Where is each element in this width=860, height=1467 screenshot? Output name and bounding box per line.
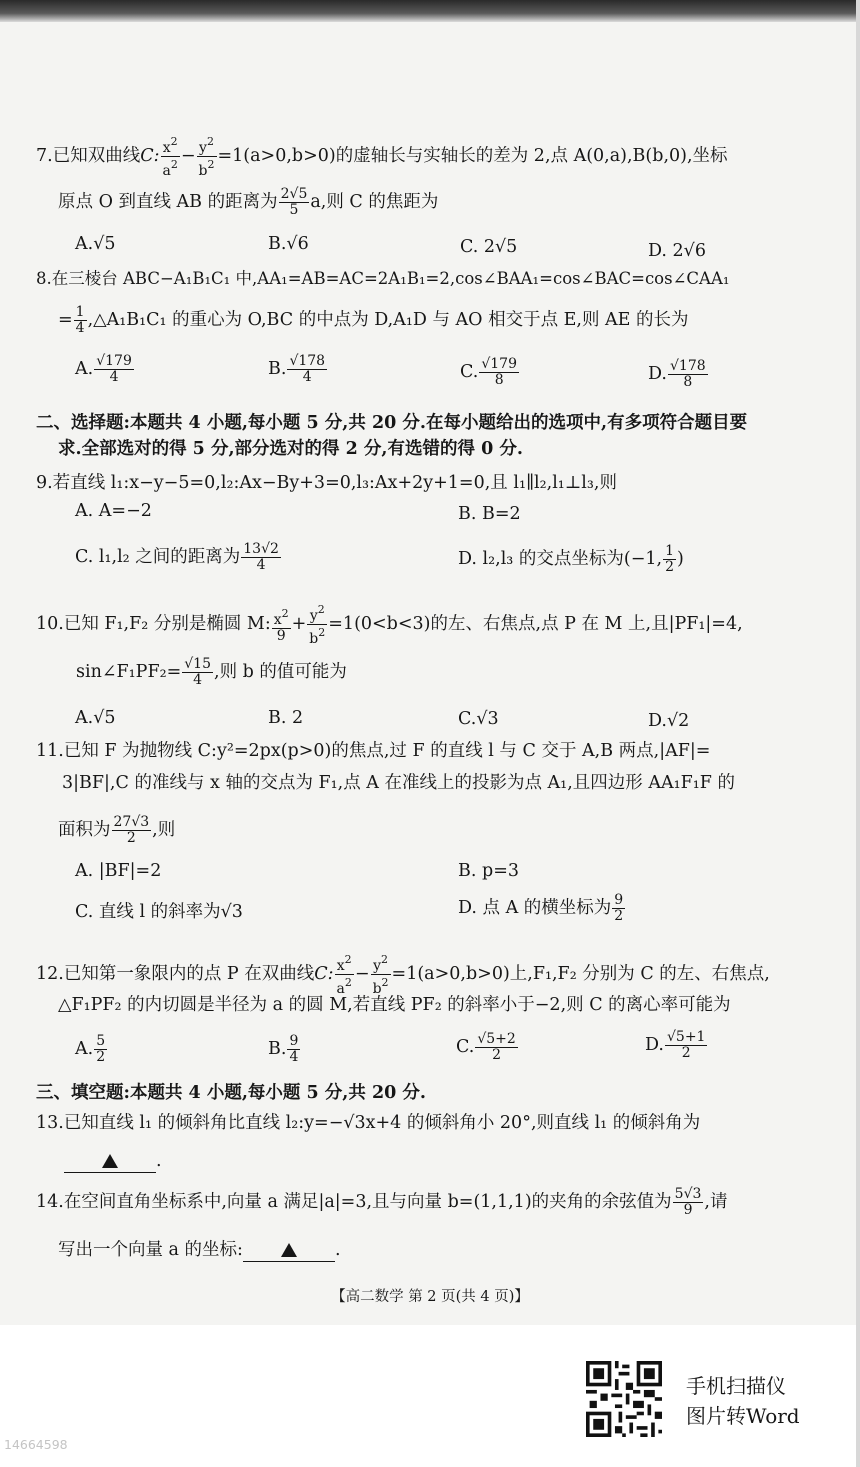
q12-line2: △F₁PF₂ 的内切圆是半径为 a 的圆 M,若直线 PF₂ 的斜率小于−2,则 C 的离心率可能为 <box>58 995 731 1015</box>
q7-option-b: B.√6 <box>268 234 309 254</box>
q8-option-b: B. $\frac{√178}{4}$ <box>268 353 326 385</box>
q8-option-d: D. $\frac{√178}{8}$ <box>648 358 706 390</box>
q9-option-b: B. B=2 <box>458 504 521 524</box>
q13-answer-blank <box>64 1152 156 1173</box>
q11-line1: 11.已知 F 为抛物线 C:y²=2px(p>0)的焦点,过 F 的直线 l 与 C 交于 A,B 两点,|AF|= <box>36 741 711 761</box>
q12-option-d: D. $\frac{√5+1}{2}$ <box>645 1029 706 1061</box>
q11-option-d: D. 点 A 的横坐标为 $\frac{9}{2}$ <box>458 892 624 924</box>
q7-option-a: A.√5 <box>75 234 116 254</box>
q7-option-c: C. 2√5 <box>460 237 518 257</box>
section2-heading-line2: 求.全部选对的得 5 分,部分选对的得 2 分,有选错的得 0 分. <box>58 439 523 459</box>
qr-code <box>586 1361 662 1437</box>
brand-line1: 手机扫描仪 <box>686 1374 786 1398</box>
q10-line2: sin∠F₁PF₂= $\frac{√15}{4}$ ,则 b 的值可能为 <box>76 656 347 688</box>
section3-heading: 三、填空题:本题共 4 小题,每小题 5 分,共 20 分. <box>36 1083 426 1103</box>
watermark-id: 14664598 <box>4 1437 68 1452</box>
q12-option-a: A. $\frac{5}{2}$ <box>75 1033 106 1065</box>
q7-line2: 原点 O 到直线 AB 的距离为 $\frac{2√5}{5}$ a,则 C 的焦距为 <box>58 186 439 218</box>
q12-line1: 12.已知第一象限内的点 P 在双曲线C: $\frac{x^2}{a^2}$ − $\frac{y^2}{b^2}$ =1(a>0,b>0)上,F₁,F₂ 分别为 C 的左、右焦点, <box>36 953 770 997</box>
q14-line2: 写出一个向量 a 的坐标: . <box>58 1240 341 1260</box>
q8-line1: 8.在三棱台 ABC−A₁B₁C₁ 中,AA₁=AB=AC=2A₁B₁=2,cos∠BAA₁=cos∠BAC=cos∠CAA₁ <box>36 269 730 288</box>
q8-line2: = $\frac{1}{4}$ ,△A₁B₁C₁ 的重心为 O,BC 的中点为 D,A₁D 与 AO 相交于点 E,则 AE 的长为 <box>58 304 689 336</box>
q8-option-a: A. $\frac{√179}{4}$ <box>75 353 132 385</box>
q8-cos-fraction: $\frac{1}{4}$ <box>75 304 85 336</box>
q7-distance-fraction: $\frac{2√5}{5}$ <box>280 186 308 218</box>
q10-option-a: A.√5 <box>75 708 116 728</box>
q9-option-a: A. A=−2 <box>75 501 152 521</box>
q11-line3: 面积为 $\frac{27√3}{2}$ ,则 <box>58 814 176 846</box>
q13-line2: . <box>64 1150 162 1173</box>
q12-x-fraction: $\frac{x^2}{a^2}$ <box>336 953 352 997</box>
q10-option-c: C.√3 <box>458 709 499 729</box>
q10-x-fraction: $\frac{x^2}{9}$ <box>273 606 289 644</box>
q14-answer-blank <box>243 1241 335 1262</box>
q9-option-c: C. l₁,l₂ 之间的距离为 $\frac{13√2}{4}$ <box>75 541 279 573</box>
q14-line1: 14.在空间直角坐标系中,向量 a 满足|a|=3,且与向量 b=(1,1,1)的夹角的余弦值为 $\frac{5√3}{9}$ ,请 <box>36 1186 728 1218</box>
q12-option-c: C. $\frac{√5+2}{2}$ <box>456 1031 516 1063</box>
q11-line2: 3|BF|,C 的准线与 x 轴的交点为 F₁,点 A 在准线上的投影为点 A₁,且四边形 AA₁F₁F 的 <box>62 773 735 793</box>
q7-line1: 7.已知双曲线C: $\frac{x^2}{a^2}$ − $\frac{y^2}{b^2}$ =1(a>0,b>0)的虚轴长与实轴长的差为 2,点 A(0,a),B(b,0),坐标 <box>36 135 728 179</box>
scan-top-shadow <box>0 0 860 22</box>
page-footer: 【高二数学 第 2 页(共 4 页)】 <box>331 1289 529 1305</box>
exam-page <box>0 22 856 1325</box>
scan-right-edge <box>856 0 860 1467</box>
qr-code-icon <box>586 1361 662 1437</box>
q13-line1: 13.已知直线 l₁ 的倾斜角比直线 l₂:y=−√3x+4 的倾斜角小 20°,则直线 l₁ 的倾斜角为 <box>36 1113 701 1133</box>
answer-triangle-icon <box>281 1243 297 1257</box>
q9-option-d: D. l₂,l₃ 的交点坐标为(−1, $\frac{1}{2}$ ) <box>458 543 684 575</box>
q7-option-d: D. 2√6 <box>648 241 706 261</box>
q11-option-b: B. p=3 <box>458 861 519 881</box>
q10-line1: 10.已知 F₁,F₂ 分别是椭圆 M: $\frac{x^2}{9}$ + $\frac{y^2}{b^2}$ =1(0<b<3)的左、右焦点,点 P 在 M 上,且|PF₁|=4, <box>36 603 743 647</box>
q10-option-d: D.√2 <box>648 711 690 731</box>
q10-y-fraction: $\frac{y^2}{b^2}$ <box>309 603 326 647</box>
q8-option-c: C. $\frac{√179}{8}$ <box>460 356 517 388</box>
q11-option-c: C. 直线 l 的斜率为√3 <box>75 902 243 922</box>
section2-heading-line1: 二、选择题:本题共 4 小题,每小题 5 分,共 20 分.在每小题给出的选项中,有多项符合题目要 <box>36 413 748 433</box>
q9-stem: 9.若直线 l₁:x−y−5=0,l₂:Ax−By+3=0,l₃:Ax+2y+1=0,且 l₁∥l₂,l₁⊥l₃,则 <box>36 473 617 493</box>
q12-y-fraction: $\frac{y^2}{b^2}$ <box>372 953 389 997</box>
q10-option-b: B. 2 <box>268 708 304 728</box>
brand-line2: 图片转Word <box>686 1404 800 1428</box>
answer-triangle-icon <box>102 1154 118 1168</box>
q12-option-b: B. $\frac{9}{4}$ <box>268 1033 299 1065</box>
q11-option-a: A. |BF|=2 <box>75 861 162 881</box>
q10-sin-fraction: $\frac{√15}{4}$ <box>184 656 212 688</box>
q7-y-fraction: $\frac{y^2}{b^2}$ <box>198 135 215 179</box>
q14-cos-fraction: $\frac{5√3}{9}$ <box>674 1186 702 1218</box>
q7-x-fraction: $\frac{x^2}{a^2}$ <box>162 135 178 179</box>
q11-area-fraction: $\frac{27√3}{2}$ <box>113 814 150 846</box>
